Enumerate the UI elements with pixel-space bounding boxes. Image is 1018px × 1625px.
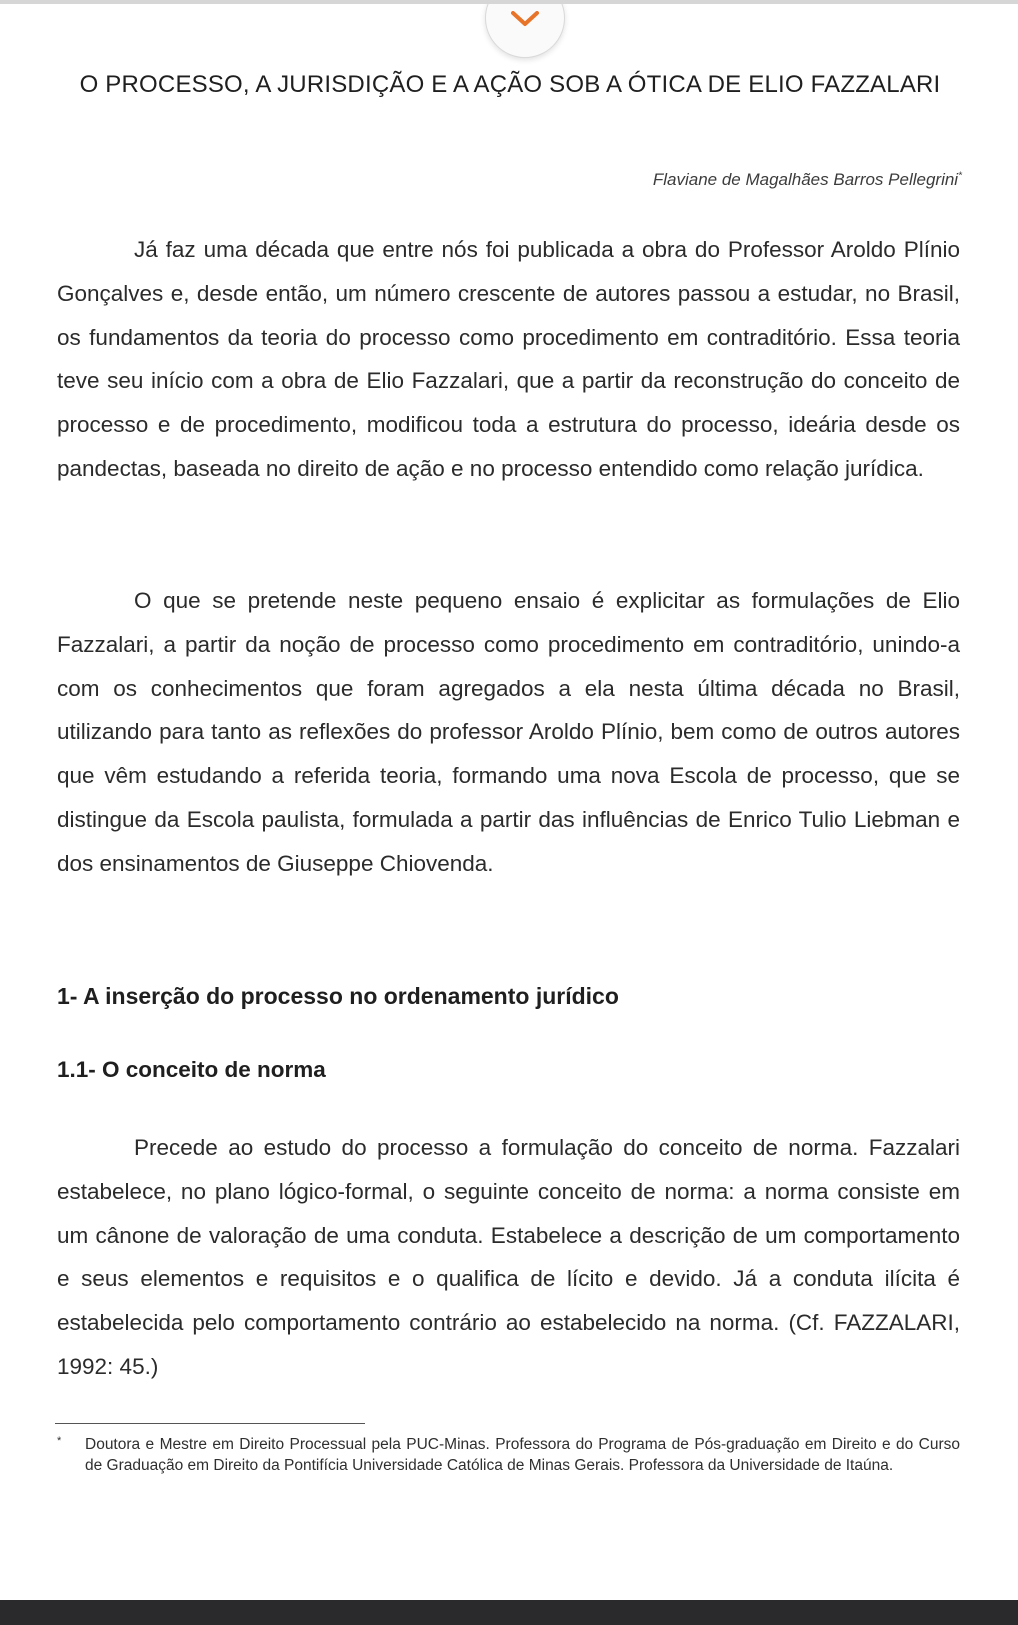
footnote-mark: *	[57, 1435, 62, 1447]
chevron-down-icon	[511, 11, 539, 27]
footnote-text: Doutora e Mestre em Direito Processual pela PUC-Minas. Professora do Programa de Pós-graduação em Direito e do Curso de Graduação em Direito da Pontifícia Universidade Católica de Minas Gerais. Professora da Universidade de Itaúna.	[85, 1436, 960, 1474]
scroll-down-button[interactable]	[485, 0, 565, 58]
paragraph-norma: Precede ao estudo do processo a formulação do conceito de norma. Fazzalari estabelece, no plano lógico-formal, o seguinte conceito de norma: a norma consiste em um cânone de valoração de uma conduta. Estabelece a descrição de um comportamento e seus elementos e requisitos e o qualifica de lícito e devido. Já a conduta ilícita é estabelecida pelo comportamento contrário ao estabelecido na norma. (Cf. FAZZALARI, 1992: 45.)	[57, 1135, 960, 1379]
paragraph-intro: Já faz uma década que entre nós foi publicada a obra do Professor Aroldo Plínio Gonçalves e, desde então, um número crescente de autores passou a estudar, no Brasil, os fundamentos da teoria do processo como procedimento em contraditório. Essa teoria teve seu início com a obra de Elio Fazzalari, que a partir da reconstrução do conceito de processo e de procedimento, modificou toda a estrutura do processo, ideária desde os pandectas, baseada no direito de ação e no processo entendido como relação jurídica.	[57, 237, 960, 481]
footnote-divider	[55, 1423, 365, 1424]
section-heading: 1- A inserção do processo no ordenamento jurídico	[57, 983, 619, 1009]
author-footnote-mark: *	[958, 170, 962, 182]
document-title: O PROCESSO, A JURISDIÇÃO E A AÇÃO SOB A ÓTICA DE ELIO FAZZALARI	[79, 71, 941, 98]
paragraph-objective: O que se pretende neste pequeno ensaio é explicitar as formulações de Elio Fazzalari, a partir da noção de processo como procedimento em contraditório, unindo-a com os conhecimentos que foram agregados a ela nesta última década no Brasil, utilizando para tanto as reflexões do professor Aroldo Plínio, bem como de outros autores que vêm estudando a referida teoria, formando uma nova Escola de processo, que se distingue da Escola paulista, formulada a partir das influências de Enrico Tulio Liebman e dos ensinamentos de Giuseppe Chiovenda.	[57, 588, 960, 876]
bottom-toolbar	[0, 1600, 1018, 1625]
footnote	[57, 1435, 960, 1476]
author-name: Flaviane de Magalhães Barros Pellegrini*	[652, 170, 962, 189]
subsection-heading: 1.1- O conceito de norma	[57, 1057, 326, 1082]
